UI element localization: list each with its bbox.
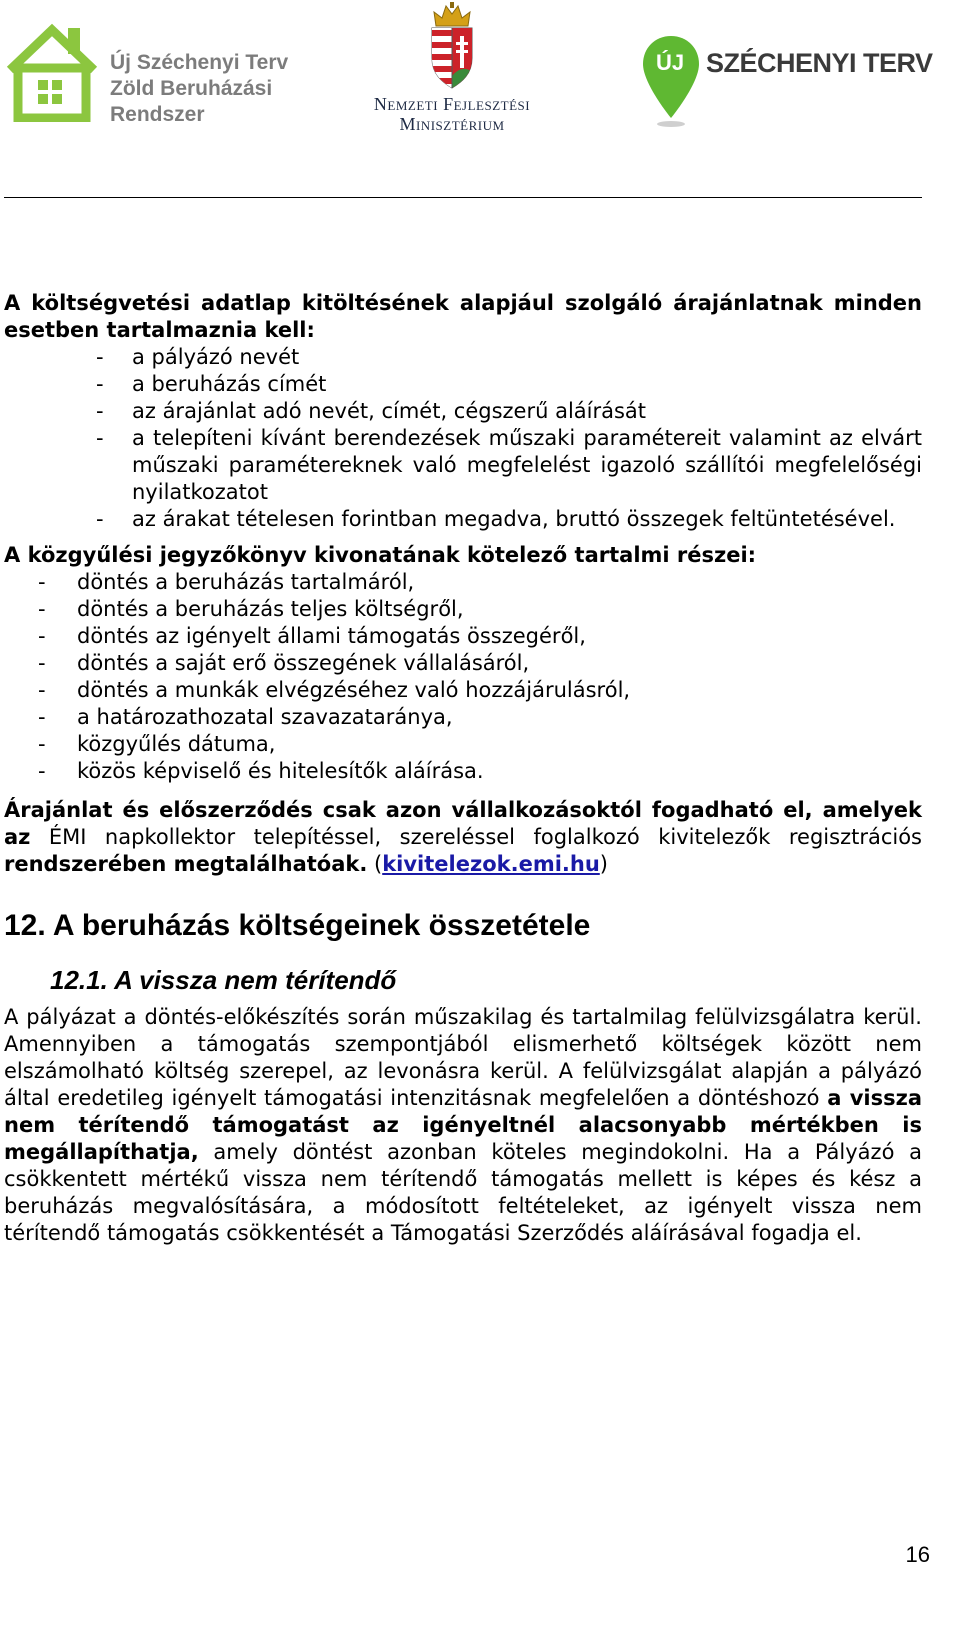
list-item-text: döntés a beruházás tartalmáról, xyxy=(77,570,415,594)
logo-left-line2: Zöld Beruházási xyxy=(110,77,273,100)
list-item: - döntés az igényelt állami támogatás összegéről, xyxy=(38,624,586,648)
list-item: - a pályázó nevét xyxy=(96,345,300,369)
list-item: - az árakat tételesen forintban megadva, bruttó összegek feltüntetésével. xyxy=(96,507,896,531)
list-item-text: közgyűlés dátuma, xyxy=(77,732,276,756)
page-header xyxy=(0,0,960,205)
logo-right-text: SZÉCHENYI TERV xyxy=(706,48,933,78)
list-item-text: döntés a beruházás teljes költségről, xyxy=(77,597,464,621)
page-number: 16 xyxy=(905,1542,930,1567)
document-body xyxy=(4,290,922,1247)
list-item-text: az árakat tételesen forintban megadva, bruttó összegek feltüntetésével. xyxy=(132,507,896,531)
contractors-paren-close: ) xyxy=(599,852,608,876)
minutes-requirements-list xyxy=(4,569,922,785)
logo-right-pin-text: ÚJ xyxy=(655,50,685,75)
map-pin-icon xyxy=(640,34,702,130)
grant-bold: a vissza nem térítendő támogatást az igényeltnél alacsonyabb mértékben is megállapíthatja, xyxy=(4,1086,923,1164)
house-icon xyxy=(4,22,100,122)
hungarian-coat-of-arms-icon xyxy=(426,2,478,90)
logo-mid-line1: Nemzeti Fejlesztési xyxy=(373,94,531,114)
logo-nemzeti-fejlesztesi-miniszterium xyxy=(362,2,542,138)
list-item: - döntés a saját erő összegének vállalásáról, xyxy=(38,651,530,675)
list-item: - közös képviselő és hitelesítők aláírása. xyxy=(38,759,484,783)
logo-uj-szechenyi-terv xyxy=(640,34,933,134)
list-item: - közgyűlés dátuma, xyxy=(38,732,276,756)
list-item-text: a beruházás címét xyxy=(132,372,327,396)
minutes-intro: A közgyűlési jegyzőkönyv kivonatának kötelező tartalmi részei: xyxy=(4,543,757,567)
kivitelezok-link[interactable]: kivitelezok.emi.hu xyxy=(382,852,600,876)
contractors-paren-open: ( xyxy=(367,852,383,876)
list-item-text: az árajánlat adó nevét, címét, cégszerű aláírását xyxy=(132,399,647,423)
section-heading-12-1: 12.1. A vissza nem térítendő xyxy=(50,965,397,995)
contractors-bold-1: Árajánlat és előszerződés csak azon vállalkozásoktól fogadható el, amelyek az xyxy=(4,798,922,849)
logo-left-line3: Rendszer xyxy=(110,103,205,126)
contractors-normal-1: ÉMI napkollektor telepítéssel, szereléssel foglalkozó kivitelezők regisztrációs xyxy=(30,825,922,849)
list-item: - döntés a beruházás tartalmáról, xyxy=(38,570,415,594)
list-item: - az árajánlat adó nevét, címét, cégszerű aláírását xyxy=(96,399,647,423)
list-item-text: közös képviselő és hitelesítők aláírása. xyxy=(77,759,484,783)
header-divider xyxy=(4,197,922,198)
list-item-text: a határozathozatal szavazataránya, xyxy=(77,705,453,729)
list-item-text: döntés a saját erő összegének vállalásáról, xyxy=(77,651,530,675)
logo-zold-beruhazasi-rendszer xyxy=(4,22,294,132)
list-item: - döntés a beruházás teljes költségről, xyxy=(38,597,464,621)
offer-requirements-list xyxy=(4,344,922,533)
grant-paragraph xyxy=(4,1004,922,1247)
list-item: - döntés a munkák elvégzéséhez való hozzájárulásról, xyxy=(38,678,631,702)
contractors-paragraph xyxy=(4,797,922,878)
list-item: - a telepíteni kívánt berendezések műszaki paramétereit valamint az elvárt műszaki paramétereknek való megfelelést igazoló szállítói megfelelőségi nyilatkozatot xyxy=(96,426,922,504)
logo-mid-line2: Minisztérium xyxy=(399,114,505,134)
offer-intro: A költségvetési adatlap kitöltésének alapjául szolgáló árajánlatnak minden esetben tartalmaznia kell: xyxy=(4,291,922,342)
list-item: - a határozathozatal szavazataránya, xyxy=(38,705,453,729)
contractors-bold-2: rendszerében megtalálhatóak. xyxy=(4,852,368,876)
list-item: - a beruházás címét xyxy=(96,372,327,396)
list-item-text: a pályázó nevét xyxy=(132,345,300,369)
section-heading-12: 12. A beruházás költségeinek összetétele xyxy=(4,909,591,942)
list-item-text: döntés az igényelt állami támogatás összegéről, xyxy=(77,624,586,648)
grant-part-1: A pályázat a döntés-előkészítés során műszakilag és tartalmilag felülvizsgálatra kerül. Amennyiben a támogatás szempontjából elismerhető költségek között nem elszámolható költség szerepel, az levonásra kerül. A felülvizsgálat alapján a pályázó által eredetileg igényelt támogatási intenzitásnak megfelelően a döntéshozó xyxy=(4,1005,922,1110)
list-item-text: döntés a munkák elvégzéséhez való hozzájárulásról, xyxy=(77,678,631,702)
list-item-text: a telepíteni kívánt berendezések műszaki paramétereit valamint az elvárt műszaki paramétereknek való megfelelést igazoló szállítói megfelelőségi nyilatkozatot xyxy=(132,426,922,504)
logo-left-line1: Új Széchenyi Terv xyxy=(110,51,289,74)
grant-part-2: amely döntést azonban köteles megindokolni. Ha a Pályázó a csökkentett mértékű vissza nem térítendő támogatás mellett is képes és kész a beruházás megvalósítására, a módosított feltételeket, az igényelt vissza nem térítendő támogatás csökkentését a Támogatási Szerződés aláírásával fogadja el. xyxy=(4,1140,922,1245)
